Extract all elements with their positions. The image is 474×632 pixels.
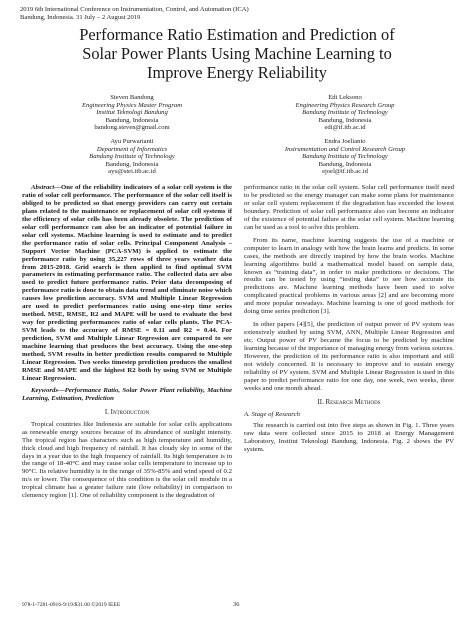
copyright-footer: 978-1-7281-0916-9/19/$31.00 ©2019 IEEE <box>22 602 121 608</box>
author-block <box>240 138 450 176</box>
title-line: Performance Ratio Estimation and Prediction of <box>79 25 395 44</box>
author-affiliation: Institut Teknologi Bandung <box>96 109 168 117</box>
author-email: ayu@stei.itb.ac.id <box>108 168 156 176</box>
author-location: Bandung, Indonesia <box>105 160 159 168</box>
abstract <box>22 184 232 383</box>
left-column <box>22 184 232 500</box>
author-block <box>240 94 450 132</box>
author-name: Endra Joelianto <box>324 138 366 145</box>
body-paragraph: From its name, machine learning suggests the use of a machine or computer to learn in analogy with how the brain learns and predicts. In some cases, the methods are directly inspired by how the brain works. Machine learning algorithms build a mathematical model based on sample data, known as “training data”, in order to make predictions or decisions. The results can be tested by using “testing data” to see how accurate its predictions are. Machine learning methods have been used to solve complicated practical problems in various areas [2] and are becoming more and more popular nowadays. Machine learning is one of good methods for doing time series prediction [3]. <box>244 236 454 316</box>
keywords: Keywords—Performance Ratio, Solar Power Plant reliability, Machine Learning, Estimation, Prediction <box>22 386 232 402</box>
author-email: bandong.steven@gmail.com <box>94 124 170 132</box>
paper-title <box>8 25 466 82</box>
right-column <box>244 184 454 454</box>
author-location: Bandung, Indonesia <box>318 160 372 168</box>
author-affiliation: Engineering Physics Master Program <box>82 101 182 109</box>
body-paragraph: In other papers [4][5], the prediction of output power of PV system was extensively studied by using SVM, ANN, Multiple Linear Regression and etc. Output power of PV became the focus to be predicted by machine learning because of the importance of managing energy from various sources. However, the prediction of its performance ratio is also important and still not widely concerned. It is necessary to improve and to sustain energy reliability of PV system. SVM and Multiple Linear Regression is used in this paper to predict performance ratio for one day, one week, two weeks, three weeks and one month ahead. <box>244 321 454 392</box>
author-name: Steven Bandong <box>110 94 154 101</box>
body-paragraph: The research is carried out into five steps as shown in Fig. 1. Three years raw data were collected since 2015 to 2018 at Energy Management Laboratory, Institut Teknologi Bandung, Indonesia. Fig. 2 shows the PV system. <box>244 421 454 453</box>
conference-location: Bandung, Indonesia. 31 July – 2 August 2019 <box>20 14 141 21</box>
section-heading-methods: II. Research Methods <box>317 398 381 406</box>
title-line: Solar Power Plants Using Machine Learning to <box>82 44 392 63</box>
title-line: Improve Energy Reliability <box>147 63 327 82</box>
author-affiliation: Engineering Physics Research Group <box>295 101 395 109</box>
author-affiliation: Department of Informatics <box>96 145 168 153</box>
author-name: Edi Leksono <box>328 94 362 101</box>
author-email: edi@tf.itb.ac.id <box>324 124 366 132</box>
subsection-heading: A. Stage of Research <box>244 410 300 418</box>
conference-header <box>20 6 380 22</box>
author-affiliation: Bandung Institute of Technology <box>89 153 175 161</box>
abstract-text: One of the reliability indicators of a solar cell system is the ratio of solar cell performance. The performance of the solar cell itself is obliged to be predicted so that energy providers can carry out certain plans related to the maintenance or replacement of solar cell systems if the efficiency of solar cells has been already obsolete. The prediction of solar cell performance can also be an indicator of potential failure in solar cell systems. Machine learning is used to estimate and to predict the performance ratio of solar cells. Principal Component Analysis – Support Vector Machine (PCA-SVM) is applied to estimate the performance ratio by using 35,227 rows of three years weather data from 2015-2018. Grid search is then applied to find optimal SVM parameters in estimating performance ratio. The collected data are also used to predict future performance ratio. Prior data decomposing of performance ratio is done to obtain data trend and eliminate noise which causes low prediction accuracy. SVM and Multiple Linear Regression are used to predict performances ratio using one-step time series method. MSE, RMSE, R2 and MAPE will be used to evaluate the best way for predicting performances ratio of solar cells plants. The PCA-SVM leads to the accuracy of RMSE = 0.11 and R2 = 0.44. For prediction, SVM and Multiple Linear Regression are compared to see machine learning that produces the best accuracy. Using the one-step method, SVM results in better prediction results compared to Multiple Linear Regression. Two weeks timestep prediction produces the smallest RMSE and MAPE and the highest R2 both by using SVM or Multiple Linear Regression. <box>22 184 232 382</box>
author-location: Bandung, Indonesia <box>105 116 159 124</box>
body-paragraph: performance ratio in the solar cell system. Solar cell performance itself need to be predicted so the energy manager can make some plans for maintenance or solar cell system replacement if the degradation has exceeded the lowest boundary. Prediction of solar cell performance also can become an indicator of the existence of potential failure at the solar cell system. Machine learning can be used as a tool to solve this problem. <box>244 184 454 231</box>
abstract-lead: Abstract— <box>31 184 62 191</box>
intro-paragraph: Tropical countries like Indonesia are suitable for solar cells applications as renewable energy sources because of its abundance of sunlight intensity. The tropical region has characters such as high temperature and humidity, thick cloud and high frequency of rainfall. It has cloudy sky in some of the days in a year due to the high frequency of rainfall. Its high temperature is in the range of 18-40°C and may cause solar cells temperature to increase up to 90°C. Its relative humidity is in the range of 35%-85% and wind speed of 0.2 m/s or lower. The consequence of this condition is the solar cell module in a tropical climate has a greater failure rate (low reliability) in comparison to clemency region [1]. One of reliability component is the degradation of <box>22 420 232 500</box>
author-block <box>27 138 237 176</box>
author-name: Ayu Purwarianti <box>110 138 154 145</box>
author-affiliation: Bandung Institute of Technology <box>302 153 388 161</box>
author-location: Bandung, Indonesia <box>318 116 372 124</box>
page-number: 36 <box>233 601 240 608</box>
conference-line: 2019 6th International Conference on Instrumentation, Control, and Automation (ICA) <box>20 6 249 13</box>
author-affiliation: Bandung Institute of Technology <box>302 109 388 117</box>
author-block <box>27 94 237 132</box>
author-email: ejoel@tf.itb.ac.id <box>322 168 368 176</box>
section-heading-introduction: I. Introduction <box>104 408 150 416</box>
author-affiliation: Instrumentation and Control Research Group <box>284 145 406 153</box>
